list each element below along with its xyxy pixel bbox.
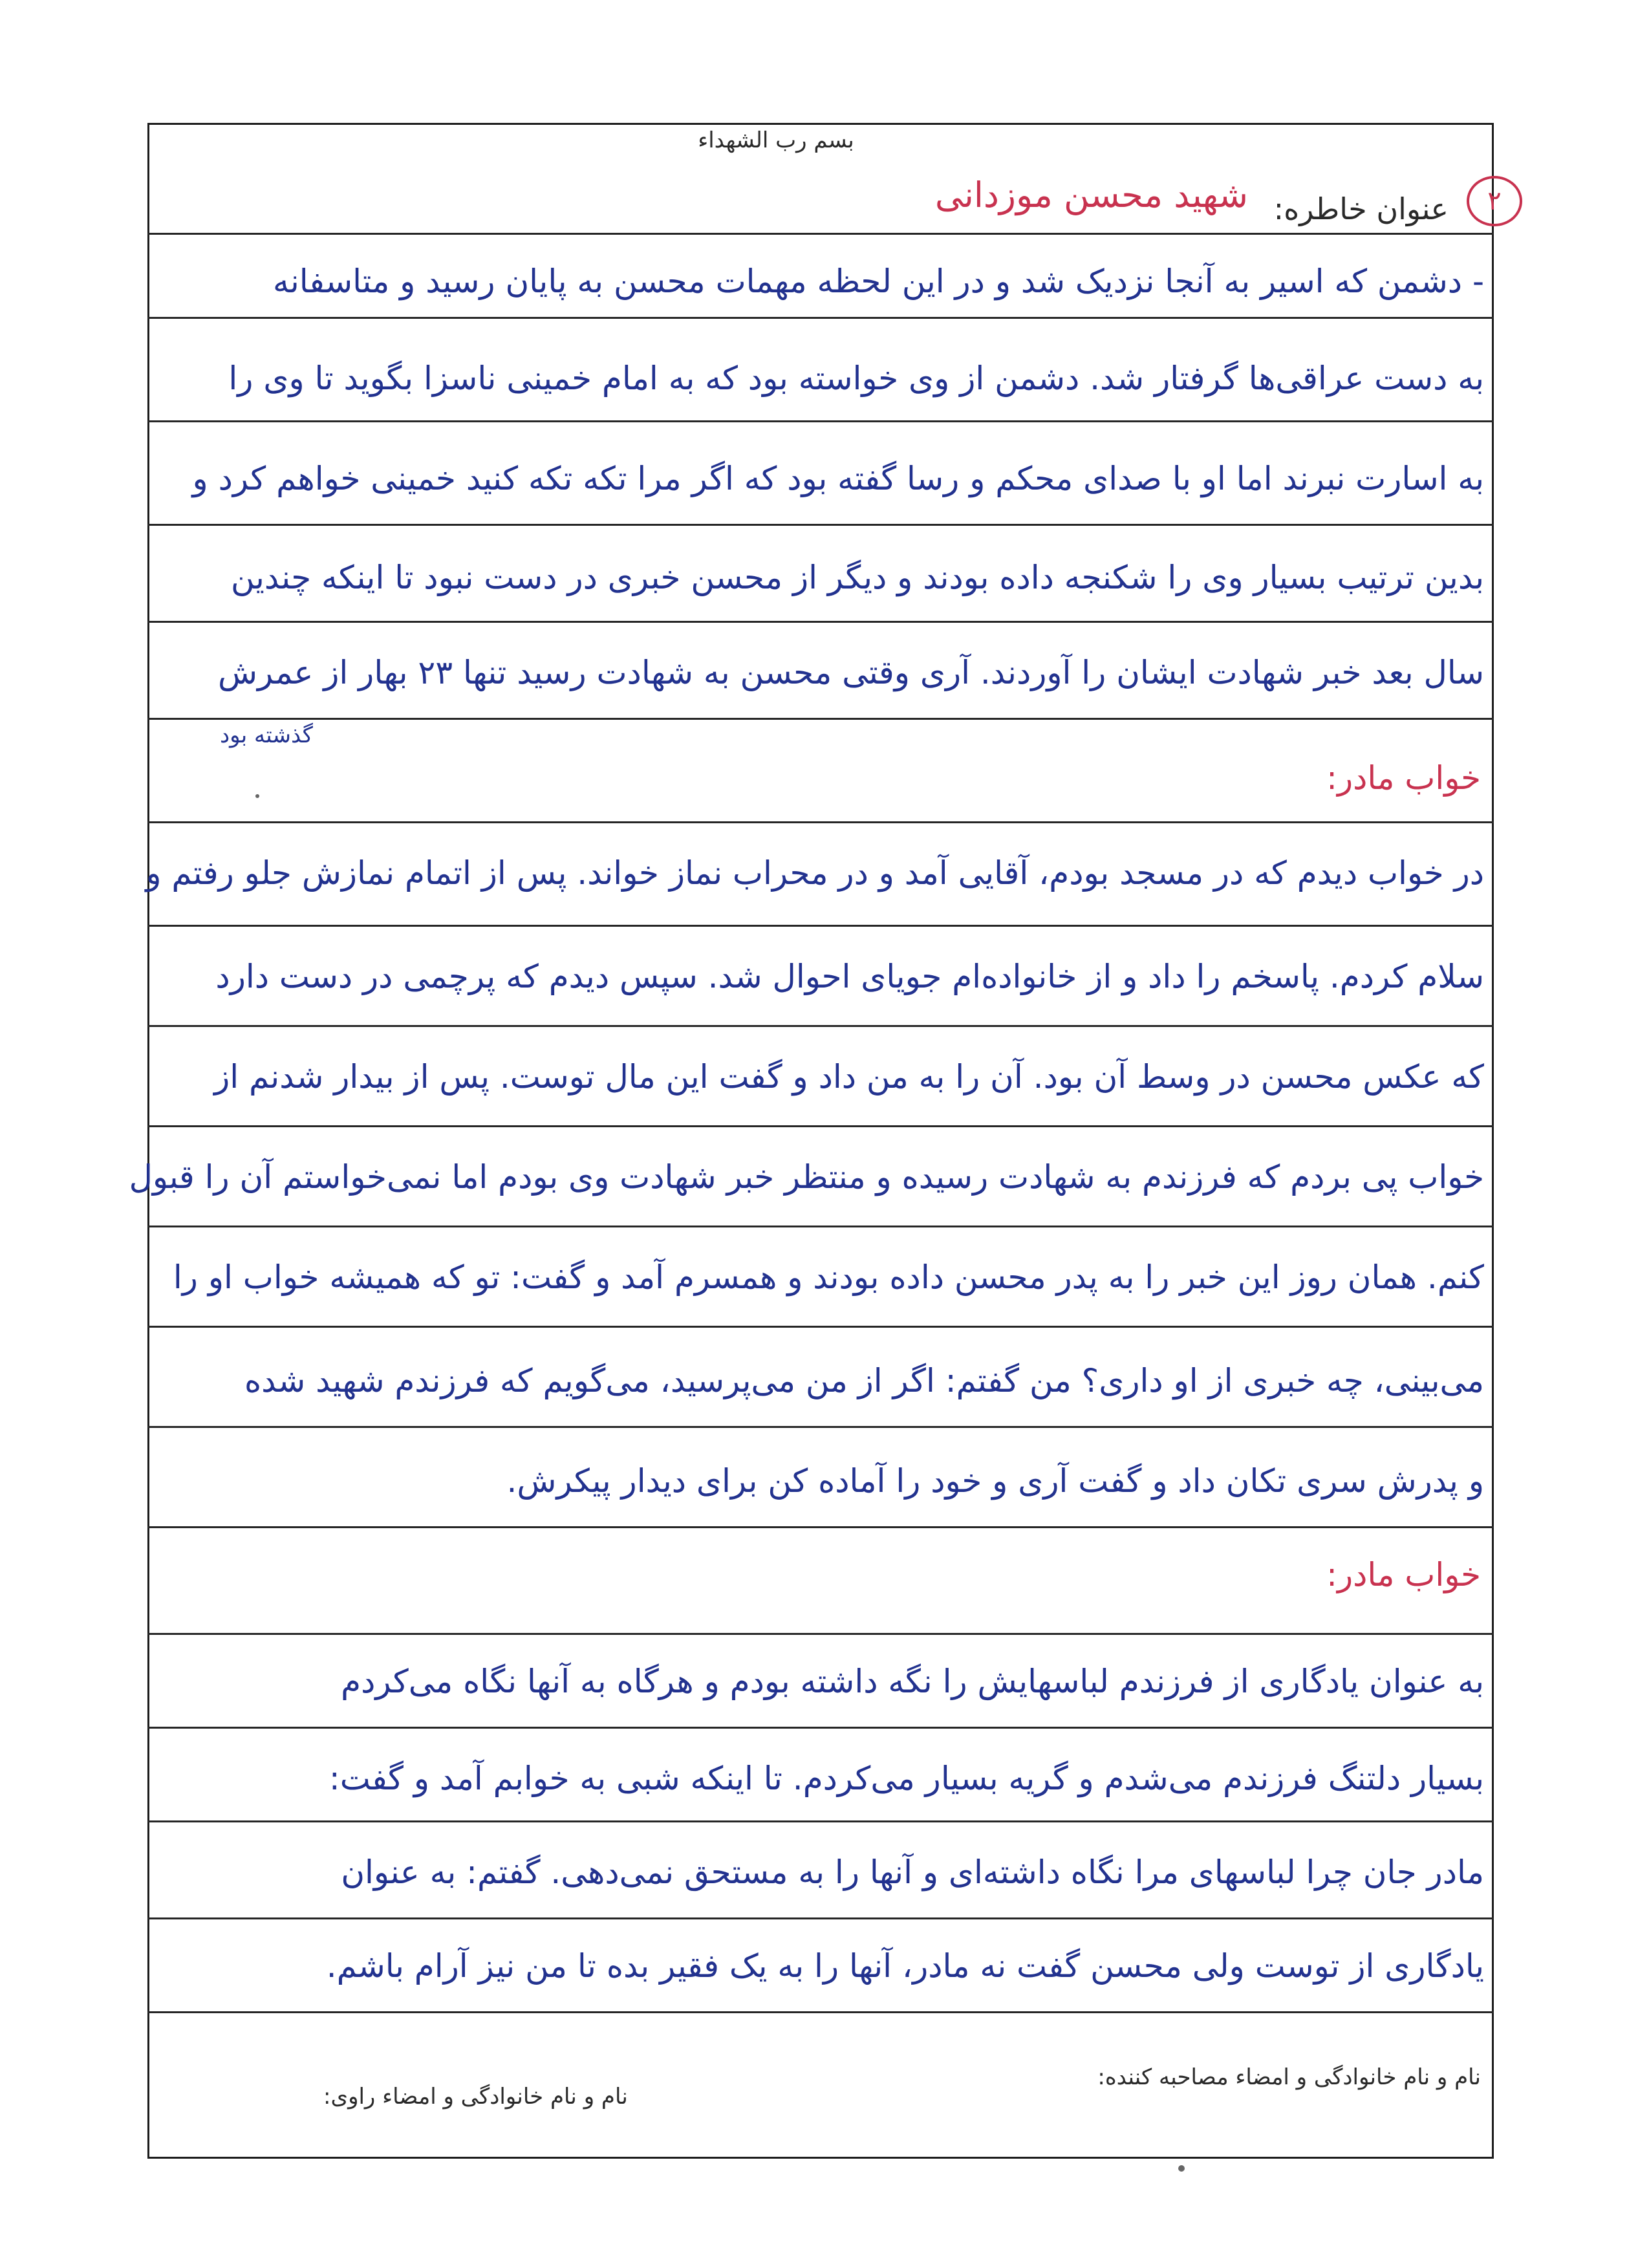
- ruled-line: [147, 1820, 1494, 1822]
- dream2-line: یادگاری از توست ولی محسن گفت نه مادر، آنها را به یک فقیر بده تا من نیز آرام باشم.: [326, 1947, 1484, 1985]
- ruled-line: [147, 821, 1494, 823]
- page-number-badge: ۲: [1467, 176, 1522, 226]
- dream1-line: خواب پی بردم که فرزندم به شهادت رسیده و منتظر خبر شهادت وی بودم اما نمی‌خواستم آن را قبول: [129, 1158, 1484, 1196]
- ruled-line: [147, 1526, 1494, 1528]
- dream1-heading: خواب مادر:: [1326, 759, 1481, 797]
- dream1-line: می‌بینی، چه خبری از او داری؟ من گفتم: اگر از من می‌پرسید، می‌گویم که فرزندم شهید شده: [244, 1362, 1484, 1399]
- ruled-line: [147, 925, 1494, 927]
- ruled-line: [147, 1025, 1494, 1027]
- memory-tail: گذشته بود: [220, 722, 313, 748]
- ruled-line: [147, 1125, 1494, 1127]
- ruled-line: [147, 1917, 1494, 1919]
- dream2-line: بسیار دلتنگ فرزندم می‌شدم و گریه بسیار می‌کردم. تا اینکه شبی به خوابم آمد و گفت:: [329, 1760, 1484, 1797]
- footer-narrator-signature: نام و نام خانوادگی و امضاء راوی:: [323, 2084, 628, 2110]
- ruled-line: [147, 317, 1494, 319]
- ruled-line: [147, 524, 1494, 526]
- ruled-line: [147, 2011, 1494, 2013]
- memory-line: به دست عراقی‌ها گرفتار شد. دشمن از وی خواسته بود که به امام خمینی ناسزا بگوید تا وی را: [228, 360, 1484, 397]
- memory-line: سال بعد خبر شهادت ایشان را آوردند. آری وقتی محسن به شهادت رسید تنها ۲۳ بهار از عمرش: [217, 654, 1484, 691]
- dream1-line: که عکس محسن در وسط آن بود. آن را به من داد و گفت این مال توست. پس از بیدار شدنم از: [214, 1058, 1484, 1096]
- memory-line: بدین ترتیب بسیار وی را شکنجه داده بودند و دیگر از محسن خبری در دست نبود تا اینکه چندین: [230, 559, 1484, 596]
- dream2-line: به عنوان یادگاری از فرزندم لباسهایش را نگه داشته بودم و هرگاه به آنها نگاه می‌کردم: [341, 1663, 1484, 1700]
- scan-speck: [255, 794, 259, 798]
- scan-speck: [1178, 2165, 1185, 2172]
- ruled-line: [147, 420, 1494, 422]
- ruled-line: [147, 1226, 1494, 1227]
- title-label: عنوان خاطره:: [1273, 191, 1449, 226]
- ruled-line: [147, 1727, 1494, 1729]
- dream1-line: کنم. همان روز این خبر را به پدر محسن داده بودند و همسرم آمد و گفت: تو که همیشه خواب او را: [173, 1258, 1484, 1296]
- dream1-line: در خواب دیدم که در مسجد بودم، آقایی آمد و در محراب نماز خواند. پس از اتمام نمازش جلو رفتم و: [146, 854, 1484, 892]
- ruled-line: [147, 1426, 1494, 1428]
- footer-interviewer-signature: نام و نام خانوادگی و امضاء مصاحبه کننده:: [1097, 2064, 1481, 2090]
- dream2-line: مادر جان چرا لباسهای مرا نگاه داشته‌ای و آنها را به مستحق نمی‌دهی. گفتم: به عنوان: [341, 1853, 1484, 1891]
- martyr-name-title: شهید محسن موزدانی: [934, 175, 1248, 215]
- ruled-line: [147, 718, 1494, 720]
- ruled-line: [147, 1326, 1494, 1328]
- dream1-line: و پدرش سری تکان داد و گفت آری و خود را آماده کن برای دیدار پیکرش.: [506, 1462, 1484, 1500]
- ruled-line: [147, 233, 1494, 235]
- ruled-line: [147, 621, 1494, 623]
- ruled-line: [147, 1633, 1494, 1635]
- memory-line: به اسارت نبرند اما او با صدای محکم و رسا گفته بود که اگر مرا تکه تکه کنید خمینی خواهم کرد و: [192, 460, 1484, 497]
- bismillah-heading: بسم رب الشهداء: [698, 127, 854, 153]
- dream2-heading: خواب مادر:: [1326, 1556, 1481, 1593]
- memory-line: - دشمن که اسیر به آنجا نزدیک شد و در این لحظه مهمات محسن به پایان رسید و متاسفانه: [273, 263, 1484, 300]
- dream1-line: سلام کردم. پاسخم را داد و از خانواده‌ام جویای احوال شد. سپس دیدم که پرچمی در دست دارد: [215, 958, 1484, 995]
